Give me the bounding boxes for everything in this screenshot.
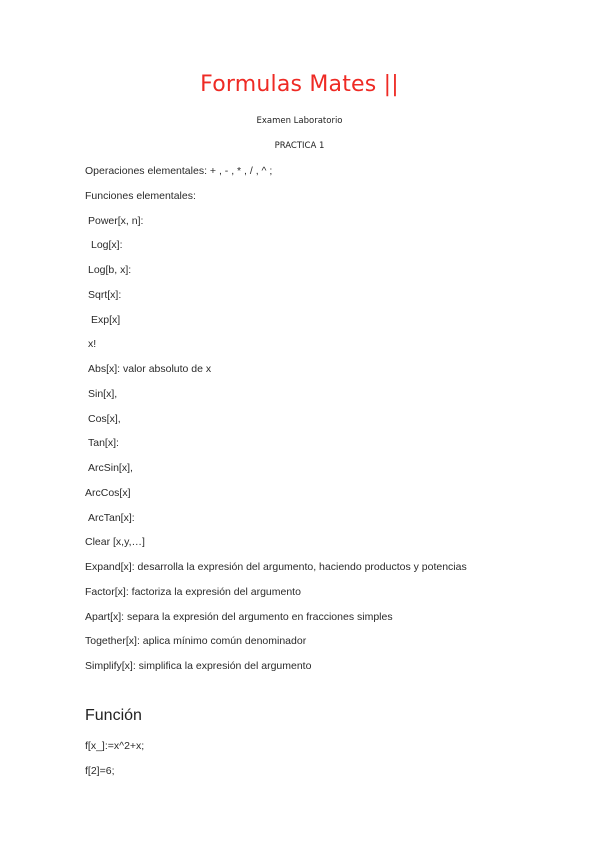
- document-title: Formulas Mates ||: [200, 72, 399, 97]
- text-line: Exp[x]: [91, 314, 121, 326]
- text-line: ArcTan[x]:: [88, 512, 135, 524]
- text-line: Cos[x],: [88, 413, 121, 425]
- text-line: ArcCos[x]: [85, 487, 131, 499]
- text-line: Log[x]:: [91, 239, 123, 251]
- text-line: Apart[x]: separa la expresión del argumento en fracciones simples: [85, 611, 393, 623]
- document-subtitle: Examen Laboratorio: [256, 116, 343, 126]
- text-line: Together[x]: aplica mínimo común denominador: [85, 635, 307, 647]
- section-heading: Función: [85, 707, 142, 724]
- text-line: ArcSin[x],: [88, 462, 133, 474]
- text-line: f[x_]:=x^2+x;: [85, 740, 145, 752]
- text-line: Sin[x],: [88, 388, 118, 400]
- text-line: Sqrt[x]:: [88, 289, 122, 301]
- text-line: x!: [88, 338, 97, 350]
- section-label: PRACTICA 1: [274, 141, 325, 151]
- text-line: Funciones elementales:: [85, 190, 196, 202]
- text-line: Simplify[x]: simplifica la expresión del argumento: [85, 660, 312, 672]
- text-line: Clear [x,y,…]: [85, 536, 145, 548]
- text-line: Operaciones elementales: + , - , * , / , ^ ;: [85, 165, 273, 177]
- text-line: Factor[x]: factoriza la expresión del argumento: [85, 586, 301, 598]
- text-line: Log[b, x]:: [88, 264, 132, 276]
- text-line: Tan[x]:: [88, 437, 119, 449]
- text-line: f[2]=6;: [85, 765, 115, 777]
- text-line: Abs[x]: valor absoluto de x: [88, 363, 212, 375]
- text-line: Expand[x]: desarrolla la expresión del argumento, haciendo productos y potencias: [85, 561, 467, 573]
- text-line: Power[x, n]:: [88, 215, 144, 227]
